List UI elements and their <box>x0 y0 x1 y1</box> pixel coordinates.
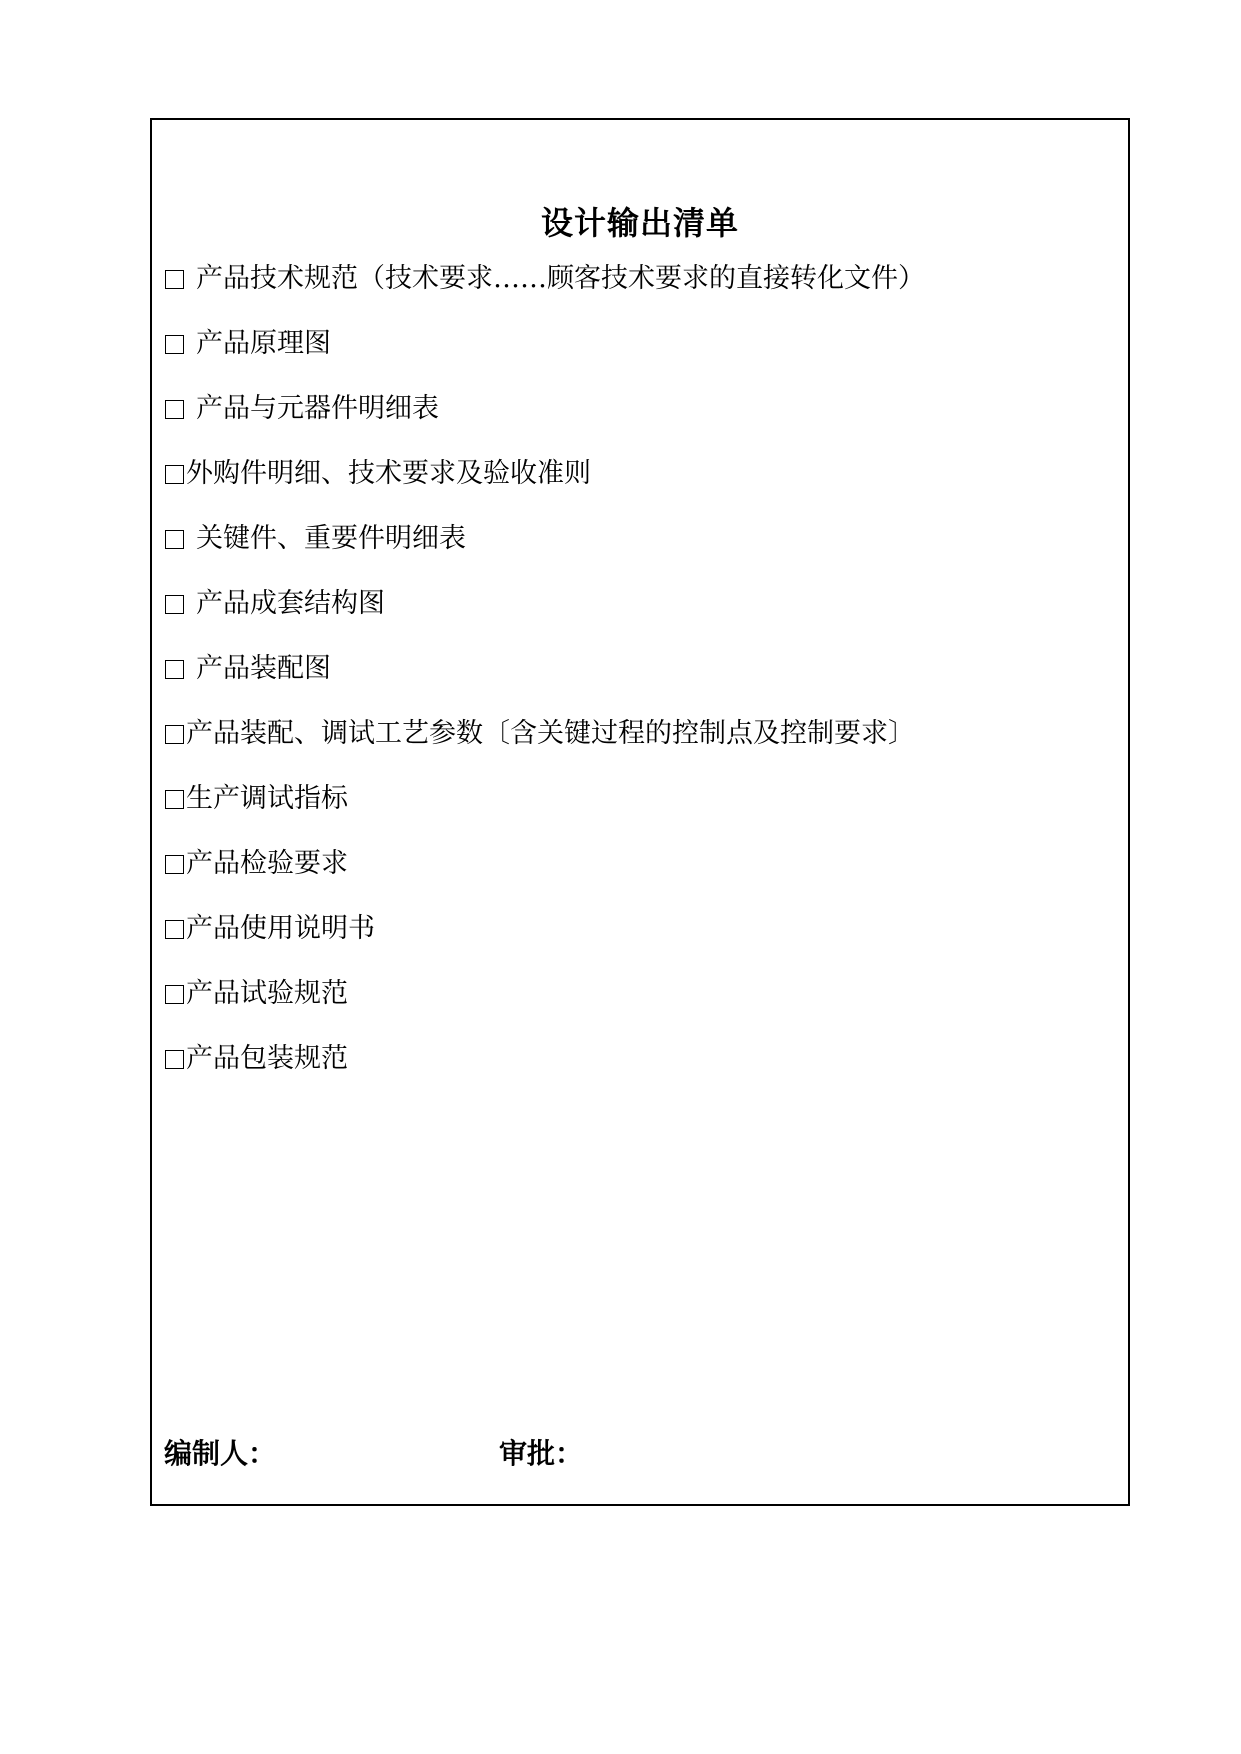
list-item-label: 产品使用说明书 <box>186 913 375 944</box>
checkbox-icon[interactable] <box>165 465 184 484</box>
checkbox-icon[interactable] <box>165 400 184 419</box>
list-item-label: 生产调试指标 <box>186 783 348 814</box>
checkbox-icon[interactable] <box>165 660 184 679</box>
list-item-label: 关键件、重要件明细表 <box>196 523 466 554</box>
list-item-label: 产品与元器件明细表 <box>196 393 439 424</box>
list-item <box>165 717 925 782</box>
list-item <box>165 262 925 327</box>
list-item-label: 产品检验要求 <box>186 848 348 879</box>
list-item-label: 产品装配图 <box>196 653 331 684</box>
checkbox-icon[interactable] <box>165 1050 184 1069</box>
list-item <box>165 522 925 587</box>
list-item-label: 产品成套结构图 <box>196 588 385 619</box>
list-item <box>165 392 925 457</box>
list-item-label: 产品原理图 <box>196 328 331 359</box>
checkbox-icon[interactable] <box>165 335 184 354</box>
checkbox-icon[interactable] <box>165 985 184 1004</box>
compiler-label: 编制人： <box>164 1437 277 1470</box>
list-item <box>165 652 925 717</box>
list-item <box>165 457 925 522</box>
checkbox-icon[interactable] <box>165 530 184 549</box>
approver-label: 审批： <box>499 1437 584 1470</box>
list-item-label: 产品试验规范 <box>186 978 348 1009</box>
list-item <box>165 782 925 847</box>
checkbox-icon[interactable] <box>165 790 184 809</box>
checkbox-icon[interactable] <box>165 855 184 874</box>
form-title: 设计输出清单 <box>540 204 739 242</box>
list-item <box>165 327 925 392</box>
list-item <box>165 1042 925 1107</box>
list-item <box>165 977 925 1042</box>
list-item <box>165 587 925 652</box>
list-item-label: 产品包装规范 <box>186 1043 348 1074</box>
list-item-label: 产品技术规范（技术要求……顾客技术要求的直接转化文件） <box>196 263 925 294</box>
checkbox-icon[interactable] <box>165 270 184 289</box>
checklist <box>165 262 925 1107</box>
checkbox-icon[interactable] <box>165 725 184 744</box>
checkbox-icon[interactable] <box>165 920 184 939</box>
list-item <box>165 912 925 977</box>
list-item-label: 外购件明细、技术要求及验收准则 <box>186 458 591 489</box>
checkbox-icon[interactable] <box>165 595 184 614</box>
list-item <box>165 847 925 912</box>
list-item-label: 产品装配、调试工艺参数〔含关键过程的控制点及控制要求〕 <box>186 718 915 749</box>
design-output-form <box>150 118 1130 1506</box>
